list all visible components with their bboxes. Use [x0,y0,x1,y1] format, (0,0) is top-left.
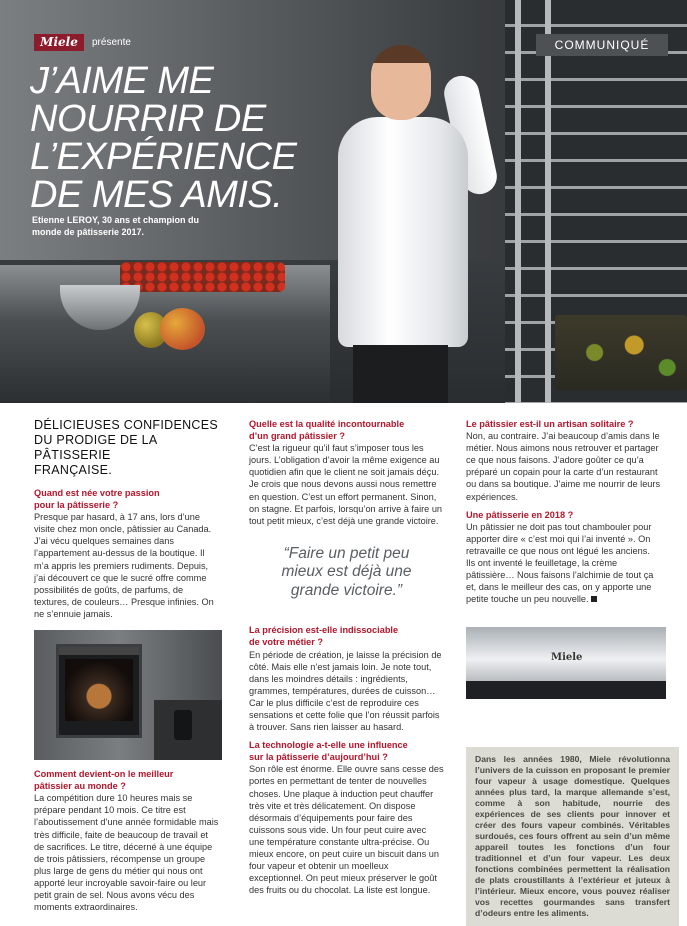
question-line: Une pâtisserie en 2018 ? [466,509,574,520]
answer-text: Un pâtissier ne doit pas tout chambouler pour apporter dire « c’est moi qui l’ai inventé ». On retravaille ce que nous ont légué les anciens. Ils ont inventé le feuilletage, la crème pâtissière… Nous faisons l’alchimie de tout ça et, dans le meilleur des cas, on y apporte une petite touche un peu nouvelle. [466,521,654,605]
fruit-tray [555,315,687,390]
category-badge: COMMUNIQUÉ [536,34,668,56]
answer [466,521,661,606]
question [34,487,219,511]
intro-line: DU PRODIGE DE LA PÂTISSERIE [34,433,157,462]
answer: Son rôle est énorme. Elle ouvre sans cesse des portes en permettant de tenter de nouvelles choses. Une plaque à induction peut chauffer très vite et très délicatement. On dispose désormais d’équipements pour faire des cuissons sous vide. Un four peut cuire avec une température constante ultra-précise. Ou mieux encore, on peut cuire un biscuit dans un four vapeur et obtenir un moelleux exceptionnel. On peut mieux préserver le goût des fruits ou du chocolat. La liste est longue. [249,764,444,896]
chef-figure [338,45,488,403]
answer: En période de création, je laisse la précision de côté. Mais elle n’est jamais loin. Je note tout, dans les moindres détails : ingrédients, grammes, températures, durées de cuisson… Car le plus difficile c’est de reproduire ces sensations et cette folie que l’on réussit parfois à trouver. Sans rien laisser au hasard. [249,649,442,733]
miele-logo: Miele [34,34,84,51]
question-line: Quelle est la qualité incontournable [249,419,405,429]
column-1 [34,418,219,913]
presents-label: présente [92,37,131,48]
question [466,509,661,521]
end-mark-icon [591,596,597,602]
question-line: sur la pâtisserie d’aujourd’hui ? [249,752,388,763]
oven-photo [34,630,222,760]
question [249,739,444,763]
answer: Non, au contraire. J’ai beaucoup d’amis dans le métier. Nous aimons nous retrouver et partager ce que nous faisons. J’adore goûter ce qu’a préparé un copain pour la carte d’un restaurant ou dans sa boutique. J’aime me nourrir de leurs expériences. [466,431,661,502]
headline-line: DE MES AMIS. [30,174,283,216]
headline-line: J’AIME ME [30,60,214,102]
quote-line: “Faire un petit peu [283,544,410,562]
quote-line: mieux est déjà une [281,563,412,581]
column-3 [466,418,670,926]
question-line: d’un grand pâtissier ? [249,431,345,442]
headline-line: NOURRIR DE [30,98,266,140]
question-line: La précision est-elle indissociable [249,625,399,636]
question-line: Le pâtissier est-il un artisan solitaire ? [466,419,634,429]
answer: Presque par hasard, à 17 ans, lors d’une visite chez mon oncle, pâtissier au Canada. J’ai vécu quelques semaines dans l’appartement au-dessus de la boutique. Il m’a appris les premiers rudiments. Depuis, j’ai découvert ce que le sucré offre comme possibilités de goûts, de parfums, de textures, de couleurs… Presque infinies. On ne s’ennuie jamais. [34,512,214,619]
oven-window [65,659,133,721]
question-line: Quand est née votre passion [34,488,160,498]
pull-quote [249,545,444,601]
chef-pants [353,345,448,403]
question-line: de votre métier ? [249,637,324,648]
question [249,624,444,648]
headline-line: L’EXPÉRIENCE [30,136,297,178]
appliance-glass [466,681,666,699]
question [34,768,219,792]
strawberry-tray [120,262,285,292]
hero-photo [0,0,687,403]
answer: C’est la rigueur qu’il faut s’imposer tous les jours. L’obligation d’avoir la même exigence au quotidien afin que le client ne soit jamais déçu. Je crois que nous devons aussi nous remettre en question. C’est un effort permanent. Sinon, on stagne. Et parfois, lorsqu’on arrive à faire un tout petit mieux, c’est déjà une grande victoire. [249,443,443,526]
question-line: pour la pâtisserie ? [34,500,119,511]
oven [56,644,142,738]
coffee-jug [174,710,192,740]
appliance-brand: Miele [551,652,583,664]
mango [160,308,205,350]
rack-post [545,0,551,403]
chef-jacket [338,117,468,347]
answer: La compétition dure 10 heures mais se prépare pendant 10 mois. Ce titre est l’aboutissement d’une année formidable mais très difficile, faite de beaucoup de travail et de sacrifices. Le titre, décerné à une équipe de trois pâtissiers, récompense un groupe plus large de gens du métier qui nous ont apporté leur incroyable savoir-faire ou leur petit grain de sel. Nous avons vécu des moments extraordinaires. [34,793,219,913]
info-box: Dans les années 1980, Miele révolutionna l’univers de la cuisson en proposant le premier four vapeur à usage domestique. Quelques années plus tard, la marque allemande s’est, comme à son habitude, nourrie des expériences de ses clients pour innover et créer des fours vapeur combinés. Véritables surdoués, ces fours offrent au sein d’un même appareil toutes les fonctions d’un four traditionnel et d’un four vapeur. Les deux fonctions combinées permettent la réalisation de plats croustillants à l’extérieur et juteux à l’intérieur. Mieux encore, vous pouvez réaliser vos recettes gourmandes sans transfert d’odeurs entre les aliments. [466,747,679,926]
byline: Etienne LEROY, 30 ans et champion du monde de pâtisserie 2017. [32,215,200,237]
question-line: pâtissier au monde ? [34,781,126,792]
oven-control-bar [59,647,139,655]
intro-line: FRANÇAISE. [34,463,113,477]
intro-line: DÉLICIEUSES CONFIDENCES [34,418,219,432]
quote-line: grande victoire.” [290,581,403,599]
headline [30,62,330,214]
rack-post [515,0,521,403]
question-line: Comment devient-on le meilleur [34,769,174,780]
question [466,418,661,430]
intro-title [34,418,219,478]
appliance-photo [466,627,666,699]
column-2 [249,418,444,896]
question-line: La technologie a-t-elle une influence [249,740,408,751]
chef-head [371,45,431,120]
question [249,418,444,442]
